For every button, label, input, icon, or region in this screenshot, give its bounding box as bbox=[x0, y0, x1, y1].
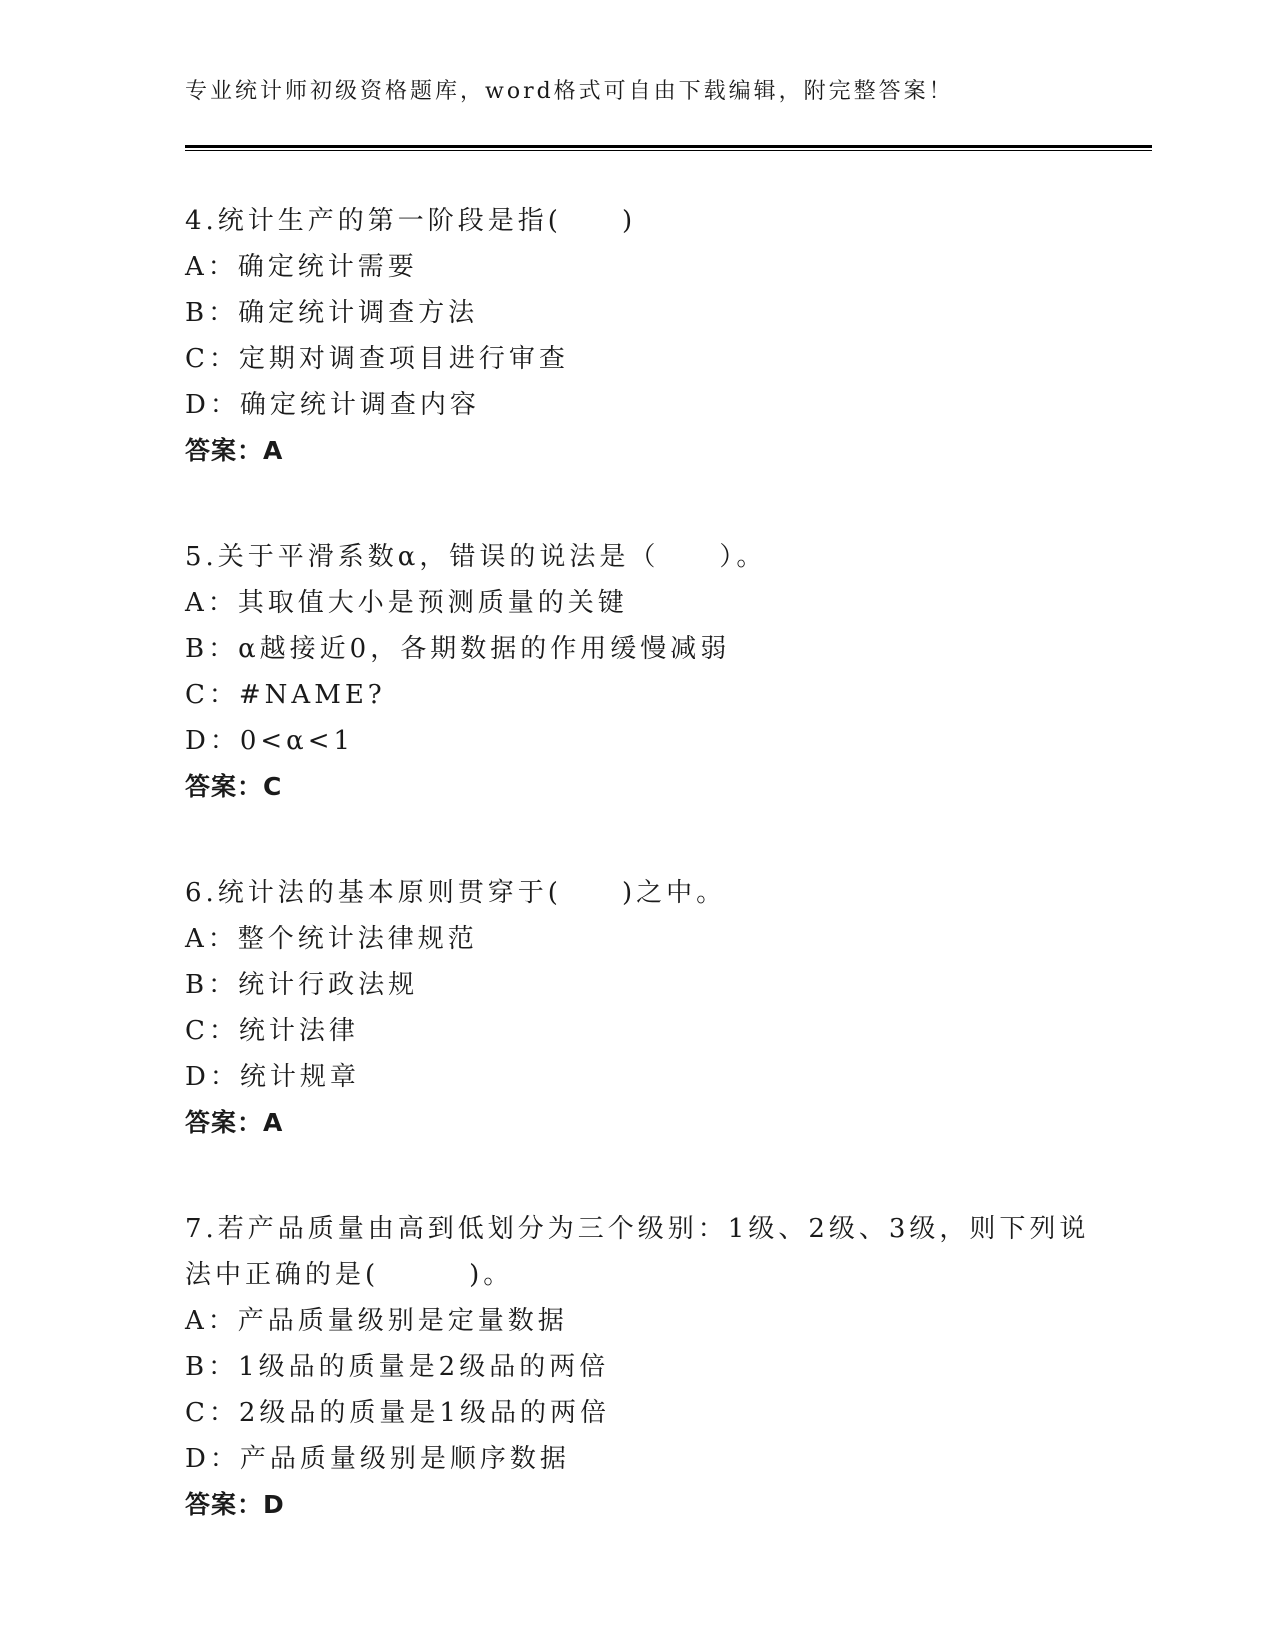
option-b: B：α越接近0，各期数据的作用缓慢减弱 bbox=[185, 634, 731, 664]
answer-line: 答案：A bbox=[185, 436, 284, 465]
option-a: A：其取值大小是预测质量的关键 bbox=[185, 588, 628, 618]
question-5 bbox=[185, 534, 1085, 810]
question-7 bbox=[185, 1206, 1090, 1528]
header-rule-thin bbox=[185, 150, 1152, 151]
answer-line: 答案：D bbox=[185, 1490, 285, 1519]
question-stem-line-2: 法中正确的是( )。 bbox=[185, 1260, 514, 1290]
page-header: 专业统计师初级资格题库，word格式可自由下载编辑，附完整答案！ bbox=[185, 79, 954, 104]
option-c: C：#NAME? bbox=[185, 680, 386, 710]
option-b: B：确定统计调查方法 bbox=[185, 298, 479, 328]
option-a: A：确定统计需要 bbox=[185, 252, 418, 282]
question-stem: 5.关于平滑系数α，错误的说法是（ ）。 bbox=[185, 542, 767, 572]
question-stem: 6.统计法的基本原则贯穿于( )之中。 bbox=[185, 878, 727, 908]
option-c: C：2级品的质量是1级品的两倍 bbox=[185, 1398, 610, 1428]
option-a: A：产品质量级别是定量数据 bbox=[185, 1306, 568, 1336]
option-b: B：1级品的质量是2级品的两倍 bbox=[185, 1352, 610, 1382]
option-c: C：定期对调查项目进行审查 bbox=[185, 344, 569, 374]
answer-line: 答案：C bbox=[185, 772, 283, 801]
header-rule-thick bbox=[185, 145, 1152, 148]
option-d: D：产品质量级别是顺序数据 bbox=[185, 1444, 570, 1474]
answer-line: 答案：A bbox=[185, 1108, 284, 1137]
question-6 bbox=[185, 870, 1085, 1146]
question-stem-line-1: 7.若产品质量由高到低划分为三个级别：1级、2级、3级，则下列说 bbox=[185, 1214, 1090, 1244]
question-4 bbox=[185, 198, 1085, 474]
option-d: D：统计规章 bbox=[185, 1062, 360, 1092]
option-c: C：统计法律 bbox=[185, 1016, 359, 1046]
option-b: B：统计行政法规 bbox=[185, 970, 419, 1000]
question-list bbox=[185, 198, 1090, 1588]
option-a: A：整个统计法律规范 bbox=[185, 924, 478, 954]
question-stem: 4.统计生产的第一阶段是指( ) bbox=[185, 206, 637, 236]
option-d: D：0<α<1 bbox=[185, 726, 355, 756]
option-d: D：确定统计调查内容 bbox=[185, 390, 480, 420]
